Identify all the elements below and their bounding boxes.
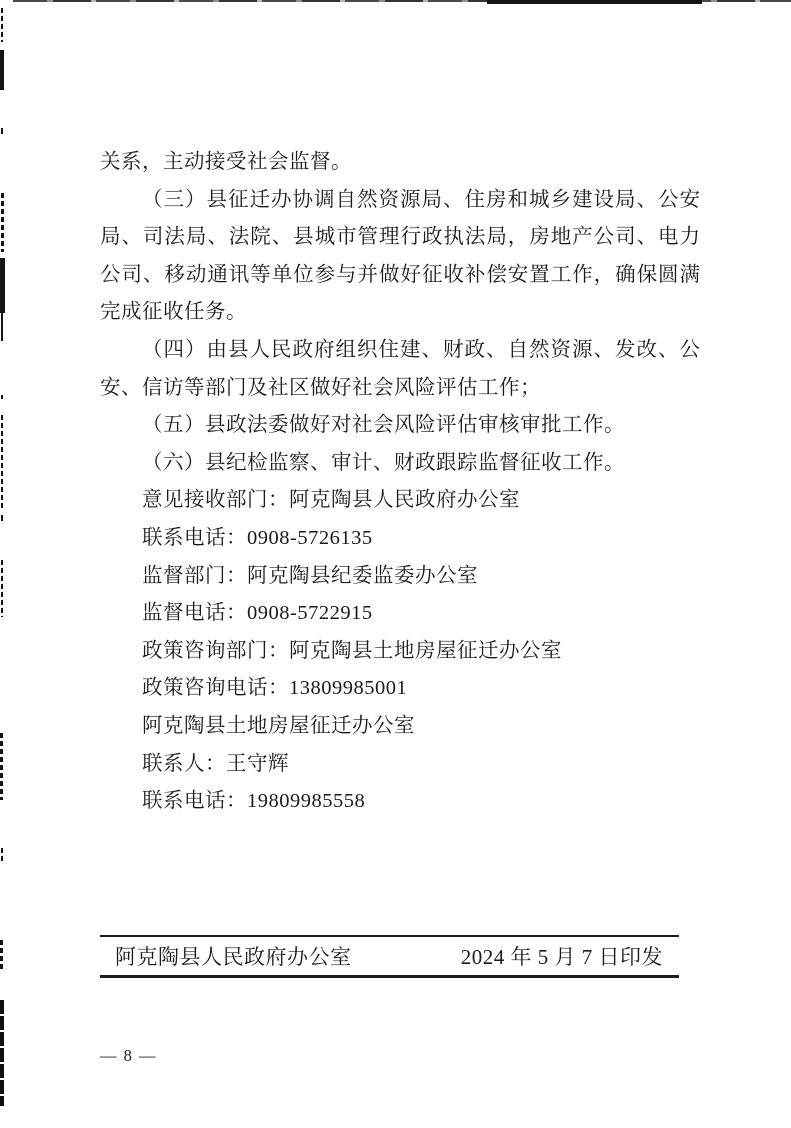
body-line-contact-person: 联系人：王守辉	[142, 752, 289, 775]
scan-artifact-left-edge	[0, 1000, 4, 1106]
body-line-supervision-phone: 监督电话：0908-5722915	[142, 602, 373, 625]
scan-artifact-left-edge	[1, 515, 3, 521]
body-line: 关系，主动接受社会监督。	[100, 151, 352, 173]
scan-artifact-top-edge-dark	[487, 0, 702, 4]
scan-artifact-left-edge	[0, 258, 5, 313]
scan-artifact-left-edge	[0, 733, 3, 800]
scan-artifact-left-edge	[1, 128, 3, 134]
scan-artifact-left-edge	[1, 313, 3, 341]
body-line-feedback-department: 意见接收部门：阿克陶县人民政府办公室	[142, 489, 520, 512]
document-body	[100, 144, 700, 821]
scan-artifact-left-edge	[1, 848, 3, 863]
scan-artifact-left-edge	[1, 193, 4, 252]
body-line: 公司、移动通讯等单位参与并做好征收补偿安置工作，确保圆满	[100, 263, 700, 286]
body-line-office-name: 阿克陶县土地房屋征迁办公室	[142, 714, 415, 737]
colophon-issuer-office: 阿克陶县人民政府办公室	[115, 945, 352, 969]
body-line: （五）县政法委做好对社会风险评估审核审批工作。	[142, 414, 625, 437]
scan-artifact-left-edge	[1, 395, 3, 399]
scan-artifact-left-edge	[1, 415, 3, 508]
body-line: 局、司法局、法院、县城市管理行政执法局，房地产公司、电力	[100, 226, 700, 249]
body-line-contact-person-phone: 联系电话：19809985558	[142, 790, 366, 813]
body-line: 安、信访等部门及社区做好社会风险评估工作；	[100, 376, 541, 399]
scan-artifact-left-edge	[1, 8, 3, 42]
body-line: （六）县纪检监察、审计、财政跟踪监督征收工作。	[142, 451, 625, 474]
colophon-print-date: 2024 年 5 月 7 日印发	[460, 945, 663, 969]
body-line-policy-department: 政策咨询部门：阿克陶县土地房屋征迁办公室	[142, 639, 562, 662]
body-line-contact-phone: 联系电话：0908-5726135	[142, 526, 373, 549]
body-line: （三）县征迁办协调自然资源局、住房和城乡建设局、公安	[142, 188, 700, 211]
colophon	[100, 935, 679, 978]
page-number: — 8 —	[100, 1046, 157, 1065]
body-line-supervision-department: 监督部门：阿克陶县纪委监委办公室	[142, 564, 478, 587]
scan-artifact-left-edge	[1, 560, 3, 617]
body-line-policy-phone: 政策咨询电话：13809985001	[142, 677, 408, 700]
scan-artifact-left-edge	[0, 940, 3, 972]
scan-artifact-left-edge	[0, 50, 4, 90]
body-line: （四）由县人民政府组织住建、财政、自然资源、发改、公	[142, 338, 700, 361]
body-line: 完成征收任务。	[100, 301, 247, 324]
